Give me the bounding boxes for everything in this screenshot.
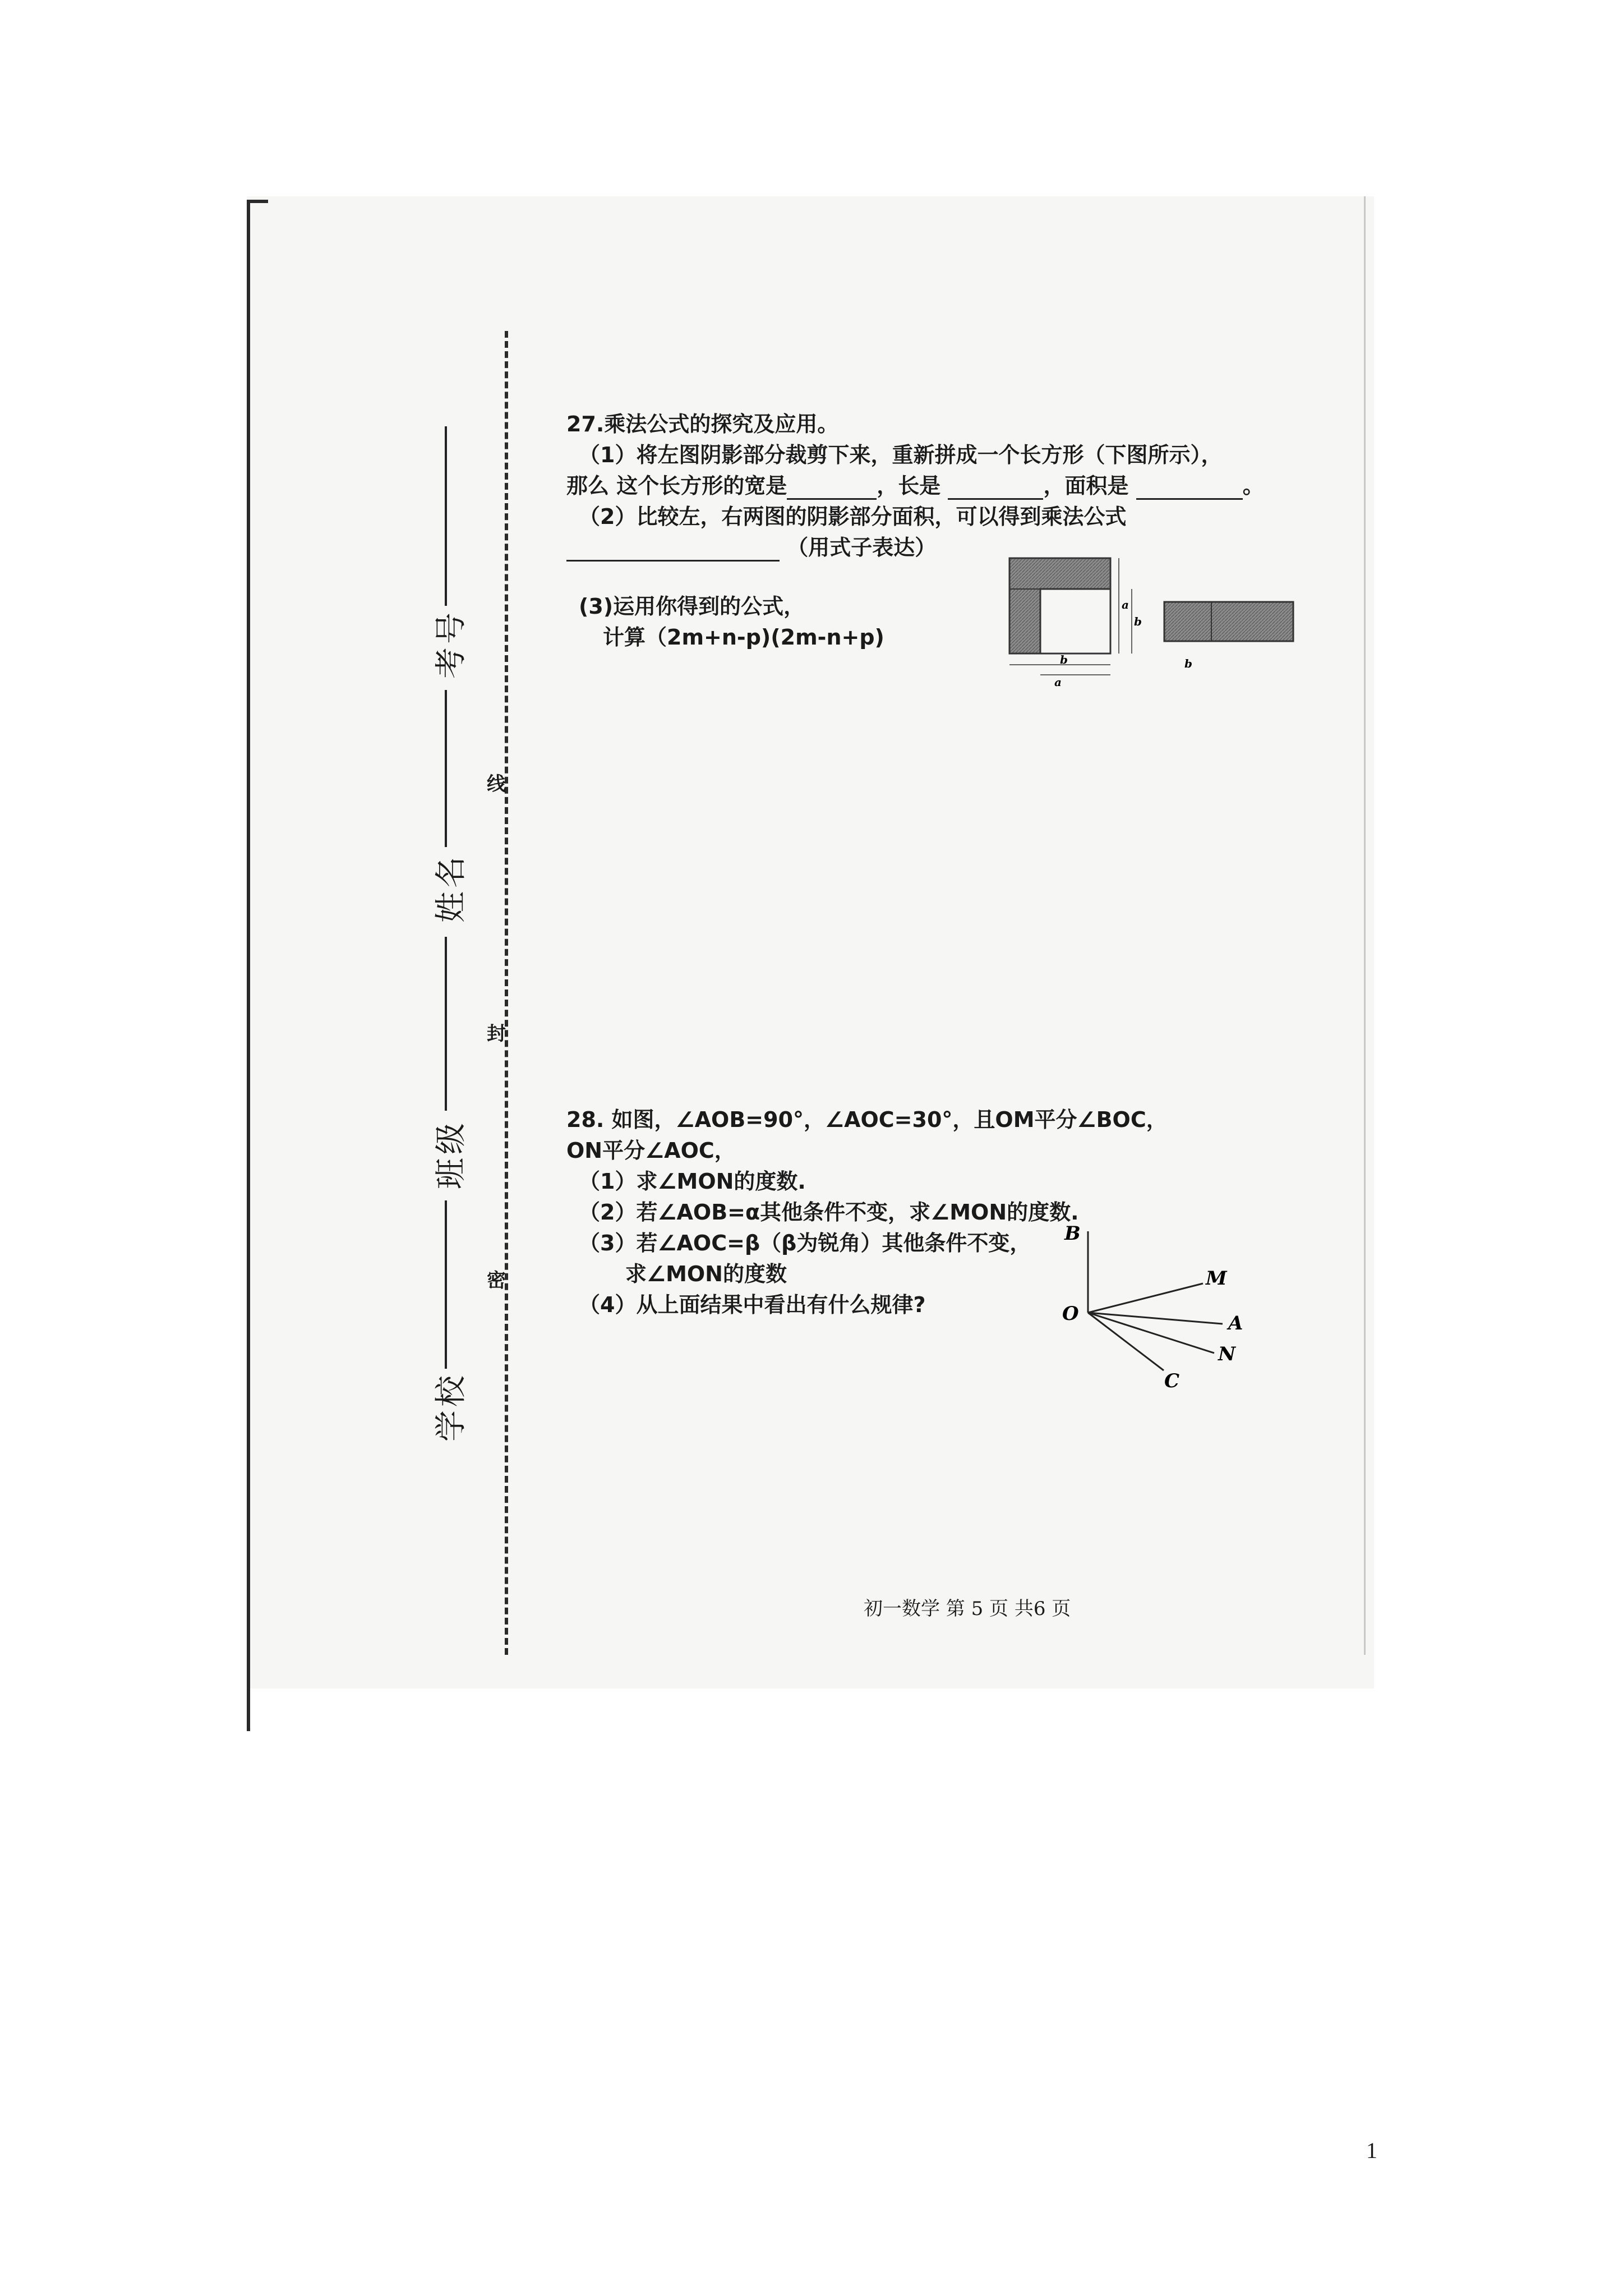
field-kaohao: 考号 [433,609,469,679]
seal-mark-xian: 线 [487,773,506,795]
q28-line2: ON平分∠AOC， [566,1138,736,1163]
q27-area-blank[interactable] [1136,473,1243,500]
frame-right-edge [1364,196,1366,1655]
long-rectangle [1164,602,1293,641]
kaohao-blank[interactable] [445,426,447,606]
label-a: A [1228,1312,1243,1335]
q27-title: 27.乘法公式的探究及应用。 [566,412,839,436]
field-xingming: 姓名 [433,853,469,923]
fig-label-b-right: b [1134,615,1142,628]
fig-label-a-bottom: a [1054,675,1062,687]
q27-formula-blank[interactable] [566,535,780,562]
fig-label-b-bottom: b [1060,653,1068,666]
label-c: C [1164,1370,1180,1392]
field-xuexiao: 学校 [433,1372,469,1442]
label-m: M [1206,1267,1227,1290]
xingming-blank-top[interactable] [445,690,447,847]
field-banji: 班级 [433,1120,469,1189]
q27-width-label: 那么 这个长方形的宽是 [566,473,787,498]
q28-part3-line2: 求∠MON的度数 [625,1262,787,1286]
q27-formula-note: （用式子表达） [787,535,937,560]
seal-mark-mi: 密 [487,1269,506,1292]
q27-width-blank[interactable] [787,473,877,500]
q27-part1-line1: （1）将左图阴影部分裁剪下来，重新拼成一个长方形（下图所示）， [579,443,1223,467]
q27-part1-line2 [566,468,1264,500]
q28-line1: 28. 如图，∠AOB=90°，∠AOC=30°，且OM平分∠BOC， [566,1107,1168,1132]
page-footer: 初一数学 第 5 页 共6 页 [864,1598,1071,1620]
label-o: O [1062,1303,1079,1325]
label-b: B [1064,1222,1081,1245]
q27-part2-line1: （2）比较左，右两图的阴影部分面积，可以得到乘法公式 [579,504,1127,529]
q28-part4: （4）从上面结果中看出有什么规律? [579,1292,926,1317]
ray-om [1088,1283,1203,1313]
frame-top-corner [247,200,268,203]
q27-part2-line2 [566,530,936,562]
fig-label-a-right: a [1122,598,1129,611]
q27-left-figure [998,553,1144,687]
q28-part1: （1）求∠MON的度数. [579,1169,806,1194]
small-square [1040,589,1110,654]
seal-mark-feng: 封 [487,1023,506,1045]
q27-length-label: ，长是 [877,473,941,498]
q28-part2: （2）若∠AOB=α其他条件不变，求∠MON的度数. [579,1200,1079,1225]
label-n: N [1218,1343,1236,1365]
q27-part3-line1: (3)运用你得到的公式， [579,594,805,619]
q28-part3-line1: （3）若∠AOC=β（β为锐角）其他条件不变， [579,1231,1031,1255]
seal-dashed-line [505,331,508,1655]
page-number: 1 [1366,2138,1377,2163]
banji-blank-top[interactable] [445,937,447,1111]
frame-left-border [247,200,250,1731]
xuexiao-blank-top[interactable] [445,1200,447,1369]
ray-oc [1088,1313,1164,1370]
fig-label-b-long: b [1184,657,1192,670]
q27-right-figure [1161,597,1307,682]
q27-length-blank[interactable] [948,473,1043,500]
q28-angle-figure [1054,1220,1262,1400]
q27-area-label: ，面积是 [1043,473,1129,498]
q27-period: 。 [1242,473,1264,498]
q27-part3-line2: 计算（2m+n-p)(2m-n+p) [603,625,884,650]
